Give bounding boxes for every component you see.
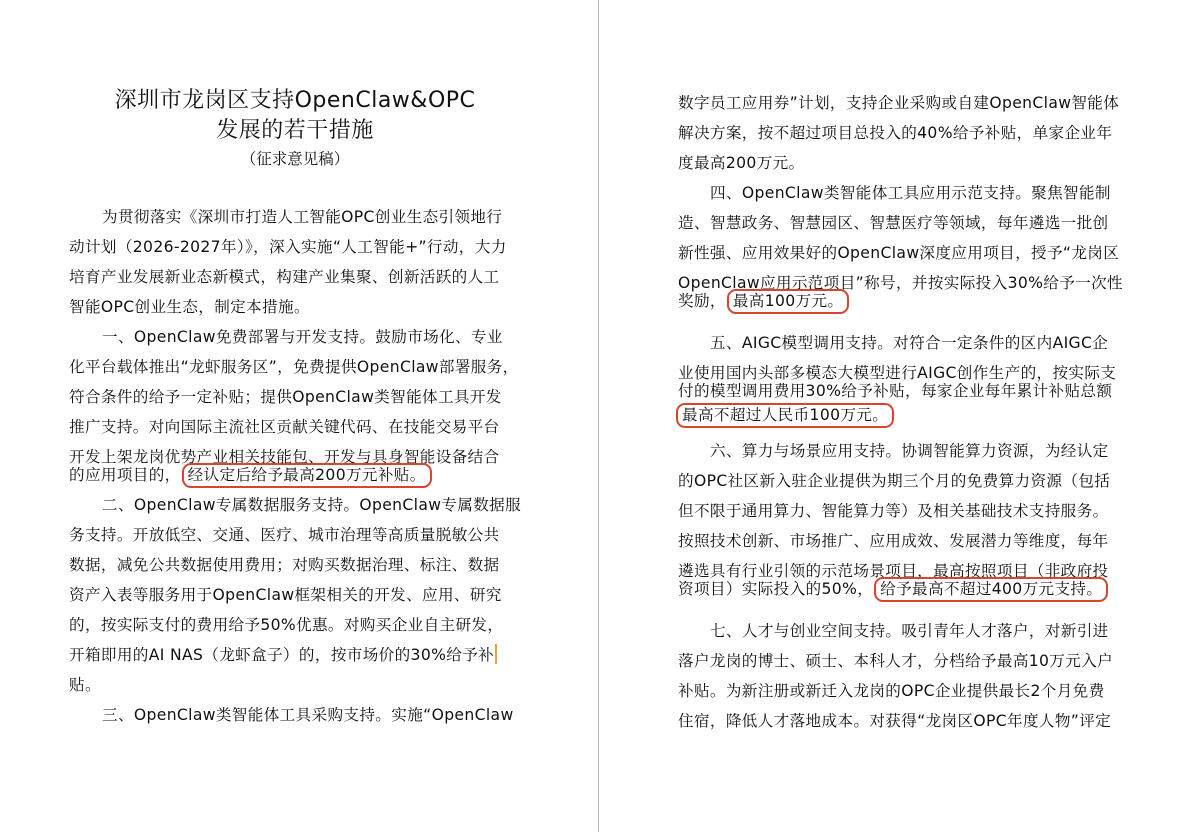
text-segment: 奖励， [678,292,726,310]
text-line: 四、OpenClaw类智能体工具应用示范支持。聚焦智能制 [710,184,1111,202]
doc-title-line2: 发展的若干措施 [216,118,374,143]
text-line: 推广支持。对向国际主流社区贡献关键代码、在技能交易平台 [69,418,500,436]
text-line: 为贯彻落实《深圳市打造人工智能OPC创业生态引领地行 [102,208,503,226]
text-line: 但不限于通用算力、智能算力等）及相关基础技术支持服务。 [678,502,1109,520]
text-line: 新性强、应用效果好的OpenClaw深度应用项目，授予“龙岗区 [678,244,1120,262]
text-line-with-highlight [678,290,849,312]
text-line: 业使用国内头部多模态大模型进行AIGC创作生产的，按实际支 [678,364,1117,382]
text-line: 遴选具有行业引领的示范场景项目，最高按照项目（非政府投 [678,562,1109,580]
text-line: 造、智慧政务、智慧园区、智慧医疗等领域，每年遴选一批创 [678,214,1109,232]
text-line-with-highlight [69,464,432,486]
page-divider [598,0,599,832]
text-line: 二、OpenClaw专属数据服务支持。OpenClaw专属数据服 [102,496,522,514]
highlight-subsidy-200: 经认定后给予最高200万元补贴。 [182,463,432,488]
text-segment: 开箱即用的AI NAS（龙虾盒子）的，按市场价的30%给予补 [69,646,495,664]
doc-title-line1: 深圳市龙岗区支持OpenClaw&OPC [114,88,476,113]
text-line: 一、OpenClaw免费部署与开发支持。鼓励市场化、专业 [102,328,503,346]
right-page [600,0,1200,832]
text-line: 培育产业发展新业态新模式，构建产业集聚、创新活跃的人工 [69,268,500,286]
text-line: 度最高200万元。 [678,154,805,172]
text-line: 符合条件的给予一定补贴；提供OpenClaw类智能体工具开发 [69,388,502,406]
text-line: 动计划（2026-2027年）》，深入实施“人工智能+”行动，大力 [69,238,507,256]
text-line-with-highlight [678,578,1108,600]
text-line: 的OPC社区新入驻企业提供为期三个月的免费算力资源（包括 [678,472,1111,490]
text-line: 六、算力与场景应用支持。协调智能算力资源，为经认定 [710,442,1109,460]
text-line: 住宿，降低人才落地成本。对获得“龙岗区OPC年度人物”评定 [678,712,1112,730]
text-line: OpenClaw应用示范项目”称号，并按实际投入30%给予一次性 [678,274,1123,292]
text-line: 落户龙岗的博士、硕士、本科人才，分档给予最高10万元入户 [678,652,1114,670]
highlight-max-100: 最高100万元。 [727,289,850,314]
text-line: 解决方案，按不超过项目总投入的40%给予补贴，单家企业年 [678,124,1113,142]
text-segment: 的应用项目的， [69,466,181,484]
text-line: 务支持。开放低空、交通、医疗、城市治理等高质量脱敏公共 [69,526,500,544]
text-line: 数据，减免公共数据使用费用；对购买数据治理、标注、数据 [69,556,500,574]
text-line: 开发上架龙岗优势产业相关技能包、开发与具身智能设备结合 [69,448,500,466]
text-line: 的，按实际支付的费用给予50%优惠。对购买企业自主研发， [69,616,504,634]
text-line-with-cursor [69,644,497,666]
highlight-max-400: 给予最高不超过400万元支持。 [874,577,1108,602]
doc-subtitle: （征求意见稿） [240,150,350,168]
text-line: 智能OPC创业生态，制定本措施。 [69,298,310,316]
text-line: 三、OpenClaw类智能体工具采购支持。实施“OpenClaw [102,706,514,724]
text-line: 补贴。为新注册或新迁入龙岗的OPC企业提供最长2个月免费 [678,682,1105,700]
text-line: 按照技术创新、市场推广、应用成效、发展潜力等维度，每年 [678,532,1109,550]
text-cursor [495,644,497,664]
text-segment: 资项目）实际投入的50%， [678,580,874,598]
text-line: 贴。 [69,676,101,694]
text-line: 七、人才与创业空间支持。吸引青年人才落户，对新引进 [710,622,1109,640]
text-line: 化平台载体推出“龙虾服务区”，免费提供OpenClaw部署服务， [69,358,519,376]
text-line: 资产入表等服务用于OpenClaw框架相关的开发、应用、研究 [69,586,502,604]
highlight-rmb-100: 最高不超过人民币100万元。 [676,403,894,428]
text-line-with-highlight [675,404,894,426]
left-page [0,0,598,832]
text-line: 数字员工应用券”计划，支持企业采购或自建OpenClaw智能体 [678,94,1120,112]
text-line: 五、AIGC模型调用支持。对符合一定条件的区内AIGC企 [710,334,1109,352]
text-line: 付的模型调用费用30%给予补贴，每家企业每年累计补贴总额 [678,382,1113,400]
